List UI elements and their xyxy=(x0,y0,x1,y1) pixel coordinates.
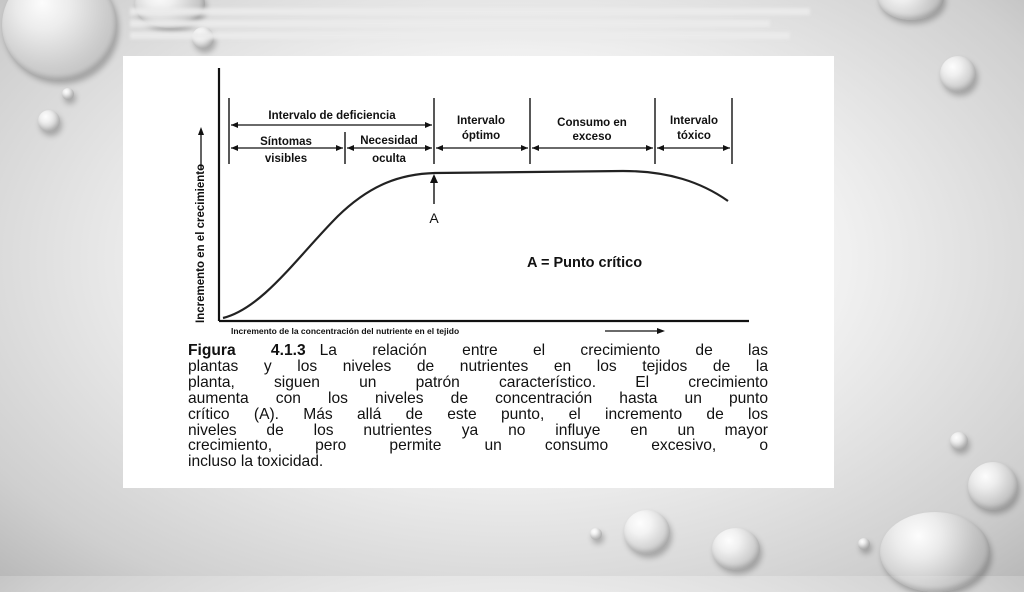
caption-line: planta, siguen un patrón característico. El crecimiento xyxy=(188,373,768,391)
critical-point-label: A xyxy=(429,210,439,226)
caption-line: incluso la toxicidad. xyxy=(188,453,324,471)
y-axis-arrowhead xyxy=(198,127,204,135)
band-label-optimo-1: Intervalo xyxy=(457,115,505,127)
band-label-necesidad-1: Necesidad xyxy=(360,135,418,147)
water-drop-decoration xyxy=(590,528,602,540)
water-drop-decoration xyxy=(712,528,760,570)
band-label-deficiencia: Intervalo de deficiencia xyxy=(268,110,396,122)
water-drop-decoration xyxy=(950,432,968,450)
caption-line: aumenta con los niveles de concentración hasta un punto xyxy=(188,389,768,407)
caption-line: crítico (A). Más allá de este punto, el incremento de los xyxy=(188,405,768,423)
caption-line: Figura 4.1.3 La relación entre el crecimiento de las xyxy=(188,342,768,359)
faded-slide-title xyxy=(130,6,830,46)
band-label-optimo-2: óptimo xyxy=(461,130,501,142)
caption-line: niveles de los nutrientes ya no influye en un mayor xyxy=(188,421,768,439)
band-label-necesidad-2: oculta xyxy=(372,153,406,165)
y-axis-label: Incremento en el crecimiento xyxy=(195,163,207,323)
water-drop-decoration xyxy=(62,88,74,100)
figure-image xyxy=(123,56,834,488)
water-drop-decoration xyxy=(940,56,976,92)
water-drop-decoration xyxy=(858,538,870,550)
band-label-exceso-1: Consumo en xyxy=(557,117,627,129)
water-drop-decoration xyxy=(880,512,990,592)
water-drop-decoration xyxy=(968,462,1018,510)
critical-point-arrowhead xyxy=(430,174,438,183)
water-drop-decoration xyxy=(878,0,944,20)
band-label-toxico-2: tóxico xyxy=(677,130,711,142)
x-axis-arrowhead xyxy=(657,328,665,334)
water-drop-decoration xyxy=(2,0,117,80)
x-axis-label: Incremento de la concentración del nutriente en el tejido xyxy=(231,326,460,336)
caption-line: plantas y los niveles de nutrientes en los tejidos de la xyxy=(188,357,768,375)
figure-number: Figura 4.1.3 xyxy=(188,342,306,359)
figure-caption xyxy=(188,343,768,470)
band-label-exceso-2: exceso xyxy=(572,131,612,143)
water-drop-decoration xyxy=(624,510,670,554)
critical-point-legend: A = Punto crítico xyxy=(527,255,643,271)
growth-curve xyxy=(223,171,728,318)
band-label-toxico-1: Intervalo xyxy=(670,115,718,127)
band-label-sintomas-1: Síntomas xyxy=(260,136,312,148)
band-label-sintomas-2: visibles xyxy=(264,153,308,165)
water-drop-decoration xyxy=(38,110,60,132)
caption-line: crecimiento, pero permite un consumo excesivo, o xyxy=(188,437,768,455)
